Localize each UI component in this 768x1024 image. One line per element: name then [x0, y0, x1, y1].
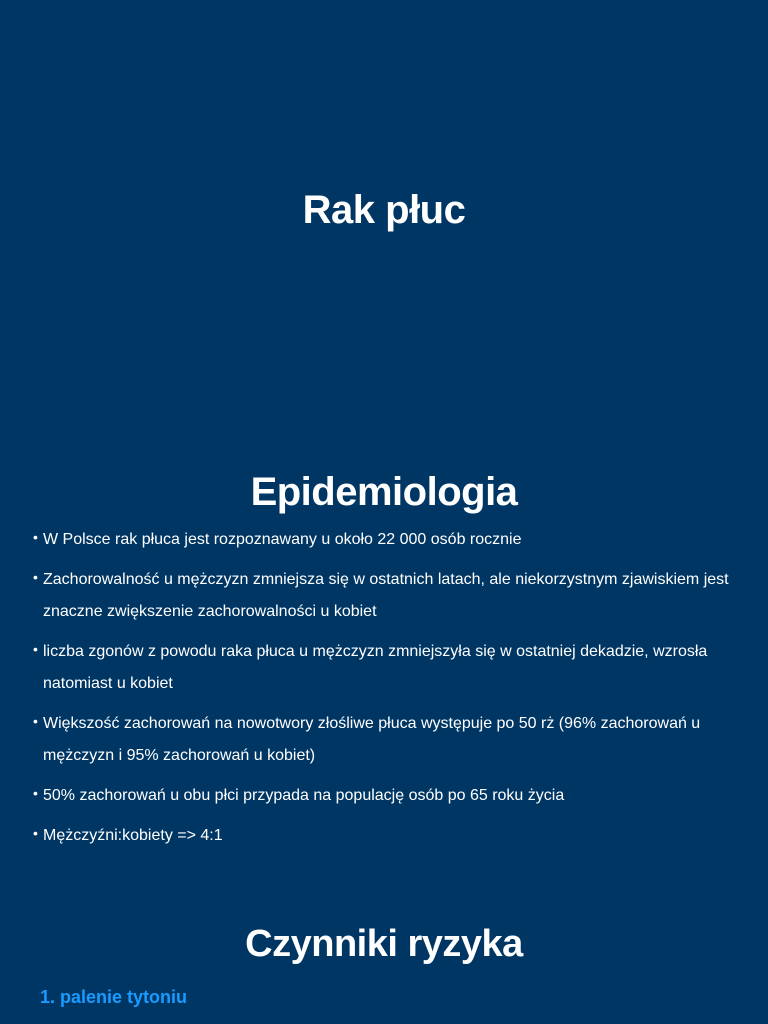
list-item-text: W Polsce rak płuca jest rozpoznawany u około 22 000 osób rocznie: [43, 531, 522, 548]
epidemiology-heading: Epidemiologia: [250, 470, 518, 514]
list-item-text: Mężczyźni:kobiety => 4:1: [43, 827, 223, 844]
risk-factors-heading: Czynniki ryzyka: [245, 923, 523, 965]
list-item-text: 50% zachorowań u obu płci przypada na populację osób po 65 roku życia: [43, 787, 565, 804]
list-item: [30, 564, 730, 628]
list-item: [30, 636, 730, 700]
bullet-icon: •: [33, 785, 38, 801]
list-item-text: Większość zachorowań na nowotwory złośliwe płuca występuje po 50 rż (96% zachorowań u mężczyzn i 95% zachorowań u kobiet): [43, 715, 701, 764]
list-item: [30, 524, 730, 556]
bullet-icon: •: [33, 713, 38, 729]
bullet-icon: •: [33, 529, 38, 545]
bullet-icon: •: [33, 825, 38, 841]
list-item: [30, 780, 730, 812]
page-title: Rak płuc: [302, 188, 466, 232]
bullet-icon: •: [33, 569, 38, 585]
list-item-text: Zachorowalność u mężczyzn zmniejsza się w ostatnich latach, ale niekorzystnym zjawiskiem jest znaczne zwiększenie zachorowalności u kobiet: [43, 571, 729, 620]
list-item: [30, 708, 730, 772]
list-item-text: liczba zgonów z powodu raka płuca u mężczyzn zmniejszyła się w ostatniej dekadzie, wzrosła natomiast u kobiet: [43, 643, 708, 692]
epidemiology-list: [30, 524, 730, 860]
list-item: [30, 820, 730, 852]
bullet-icon: •: [33, 641, 38, 657]
risk-factors-list: [40, 984, 187, 1010]
list-item: 1. palenie tytoniu: [40, 987, 188, 1007]
